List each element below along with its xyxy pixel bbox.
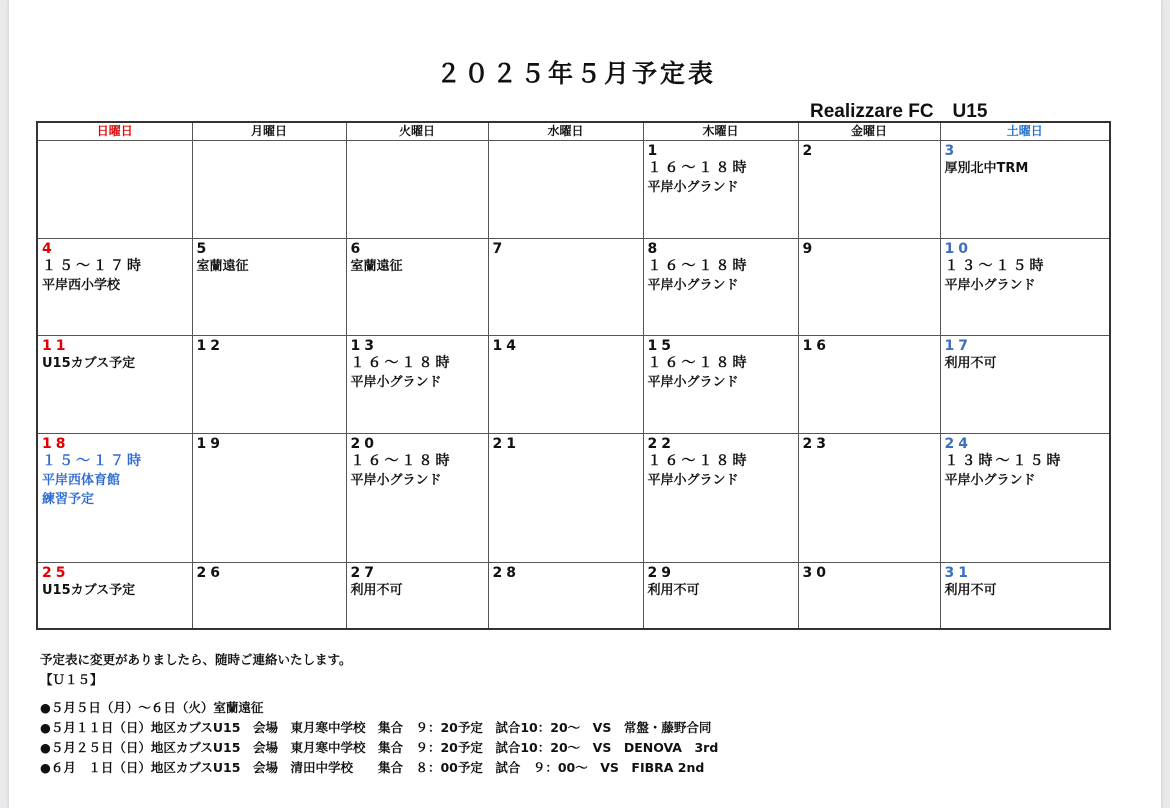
event-text: １５～１７時: [42, 452, 144, 469]
calendar-day-cell: [488, 238, 643, 336]
notes-section-title: 【Ｕ１５】: [40, 672, 103, 687]
calendar-week-row: [37, 562, 1110, 629]
day-number: 9: [802, 240, 817, 257]
event-text: 平岸小グランド: [647, 180, 739, 195]
day-number: 11: [42, 338, 70, 355]
day-number: 13: [350, 338, 378, 355]
event-text: 平岸小グランド: [944, 472, 1036, 488]
event-text: １６～１８時: [647, 452, 750, 469]
event-text: U15カブス予定: [42, 582, 136, 598]
notes-intro: 予定表に変更がありましたら、随時ご連絡いたします。: [40, 652, 352, 667]
calendar-day-cell: [192, 141, 346, 239]
notes-item: ●５月５日（月）～６日（火）室蘭遠征: [40, 700, 264, 715]
day-number: 21: [492, 435, 520, 452]
day-number: 26: [196, 564, 224, 581]
calendar-day-cell: [940, 141, 1110, 239]
weekday-header: 土曜日: [940, 122, 1110, 141]
calendar-table: [36, 121, 1111, 630]
day-number: 10: [944, 240, 972, 257]
calendar-day-cell: [346, 141, 488, 239]
calendar-day-cell: [192, 336, 346, 434]
weekday-header: 月曜日: [192, 122, 346, 141]
day-number: 30: [802, 564, 830, 581]
event-text: １６～１８時: [647, 257, 750, 274]
calendar-day-cell: [192, 433, 346, 562]
event-text: 利用不可: [944, 356, 997, 372]
event-text: 室蘭遠征: [350, 258, 403, 274]
schedule-item: ●６月 １日（日）地区カブスU15 会場 清田中学校 集合 ８：00予定 試合 ９：00～ VS FIBRA 2nd: [40, 760, 705, 775]
team-name: Realizzare FC U15: [810, 101, 988, 122]
day-number: 14: [492, 338, 520, 355]
event-text: １３時～１５時: [944, 452, 1064, 469]
calendar-day-cell: [346, 336, 488, 434]
calendar-day-cell: [37, 562, 192, 629]
calendar-day-cell: [192, 238, 346, 336]
calendar-day-cell: [488, 562, 643, 629]
day-number: 15: [647, 338, 675, 355]
event-text: １３～１５時: [944, 257, 1047, 274]
schedule-item: ●５月２５日（日）地区カブスU15 会場 東月寒中学校 集合 ９：20予定 試合10：20～ VS DENOVA 3rd: [40, 740, 719, 755]
day-number: 28: [492, 564, 520, 581]
event-text: １６～１８時: [350, 355, 453, 372]
day-number: 8: [647, 240, 662, 257]
calendar-day-cell: [488, 433, 643, 562]
event-text: 平岸西小学校: [42, 277, 121, 293]
weekday-header: 日曜日: [37, 122, 192, 141]
calendar-day-cell: [643, 336, 798, 434]
calendar-week-row: [37, 336, 1110, 434]
weekday-header: 火曜日: [346, 122, 488, 141]
day-number: 6: [350, 240, 365, 257]
calendar-day-cell: [346, 238, 488, 336]
day-number: 18: [42, 435, 70, 452]
event-text: 利用不可: [647, 582, 700, 598]
calendar-day-cell: [798, 141, 940, 239]
calendar-day-cell: [643, 433, 798, 562]
day-number: 16: [802, 338, 830, 355]
event-text: １６～１８時: [647, 160, 750, 176]
event-text: １６～１８時: [350, 452, 453, 469]
notes-section: [40, 650, 718, 778]
calendar-day-cell: [643, 562, 798, 629]
day-number: 29: [647, 564, 675, 581]
calendar-week-row: [37, 433, 1110, 562]
calendar-day-cell: [798, 433, 940, 562]
calendar-week-row: [37, 238, 1110, 336]
day-number: 23: [802, 435, 830, 452]
day-number: 20: [350, 435, 378, 452]
calendar-day-cell: [940, 336, 1110, 434]
weekday-header: 金曜日: [798, 122, 940, 141]
calendar-day-cell: [488, 336, 643, 434]
event-text: 平岸小グランド: [647, 277, 739, 293]
calendar-day-cell: [488, 141, 643, 239]
calendar-day-cell: [643, 141, 798, 239]
calendar-day-cell: [37, 238, 192, 336]
day-number: 2: [802, 143, 817, 159]
event-text: 厚別北中TRM: [944, 161, 1029, 176]
event-text: 室蘭遠征: [196, 258, 249, 274]
calendar-day-cell: [940, 433, 1110, 562]
event-text: １５～１７時: [42, 257, 144, 274]
day-number: 4: [42, 240, 56, 257]
event-text: 練習予定: [42, 491, 95, 507]
day-number: 7: [492, 240, 507, 257]
weekday-header-row: [37, 122, 1110, 141]
day-number: 12: [196, 338, 224, 355]
calendar-day-cell: [798, 336, 940, 434]
day-number: 24: [944, 435, 972, 452]
event-text: 利用不可: [350, 582, 403, 598]
calendar-day-cell: [643, 238, 798, 336]
event-text: 平岸小グランド: [647, 472, 739, 488]
calendar-day-cell: [346, 433, 488, 562]
calendar-day-cell: [940, 562, 1110, 629]
day-number: 19: [196, 435, 224, 452]
calendar-day-cell: [346, 562, 488, 629]
event-text: U15カブス予定: [42, 356, 136, 372]
day-number: 31: [944, 564, 972, 581]
event-text: １６～１８時: [647, 355, 750, 372]
calendar-day-cell: [37, 141, 192, 239]
calendar-day-cell: [192, 562, 346, 629]
day-number: 3: [944, 143, 959, 159]
calendar-day-cell: [798, 562, 940, 629]
event-text: 平岸小グランド: [350, 375, 442, 391]
calendar-day-cell: [37, 336, 192, 434]
page-title: ２０２５年５月予定表: [435, 59, 716, 88]
event-text: 平岸小グランド: [350, 472, 442, 488]
day-number: 17: [944, 338, 972, 355]
day-number: 25: [42, 564, 70, 581]
day-number: 1: [647, 143, 662, 159]
schedule-item: ●５月１１日（日）地区カブスU15 会場 東月寒中学校 集合 ９：20予定 試合10：20～ VS 常盤・藤野合同: [40, 720, 712, 735]
calendar-day-cell: [798, 238, 940, 336]
weekday-header: 水曜日: [488, 122, 643, 141]
calendar-week-row: [37, 141, 1110, 239]
event-text: 平岸小グランド: [647, 375, 739, 391]
weekday-header: 木曜日: [643, 122, 798, 141]
day-number: 5: [196, 240, 211, 257]
calendar-day-cell: [940, 238, 1110, 336]
event-text: 平岸小グランド: [944, 277, 1036, 293]
event-text: 利用不可: [944, 582, 997, 598]
calendar-day-cell: [37, 433, 192, 562]
day-number: 27: [350, 564, 378, 581]
day-number: 22: [647, 435, 675, 452]
event-text: 平岸西体育館: [42, 472, 121, 488]
